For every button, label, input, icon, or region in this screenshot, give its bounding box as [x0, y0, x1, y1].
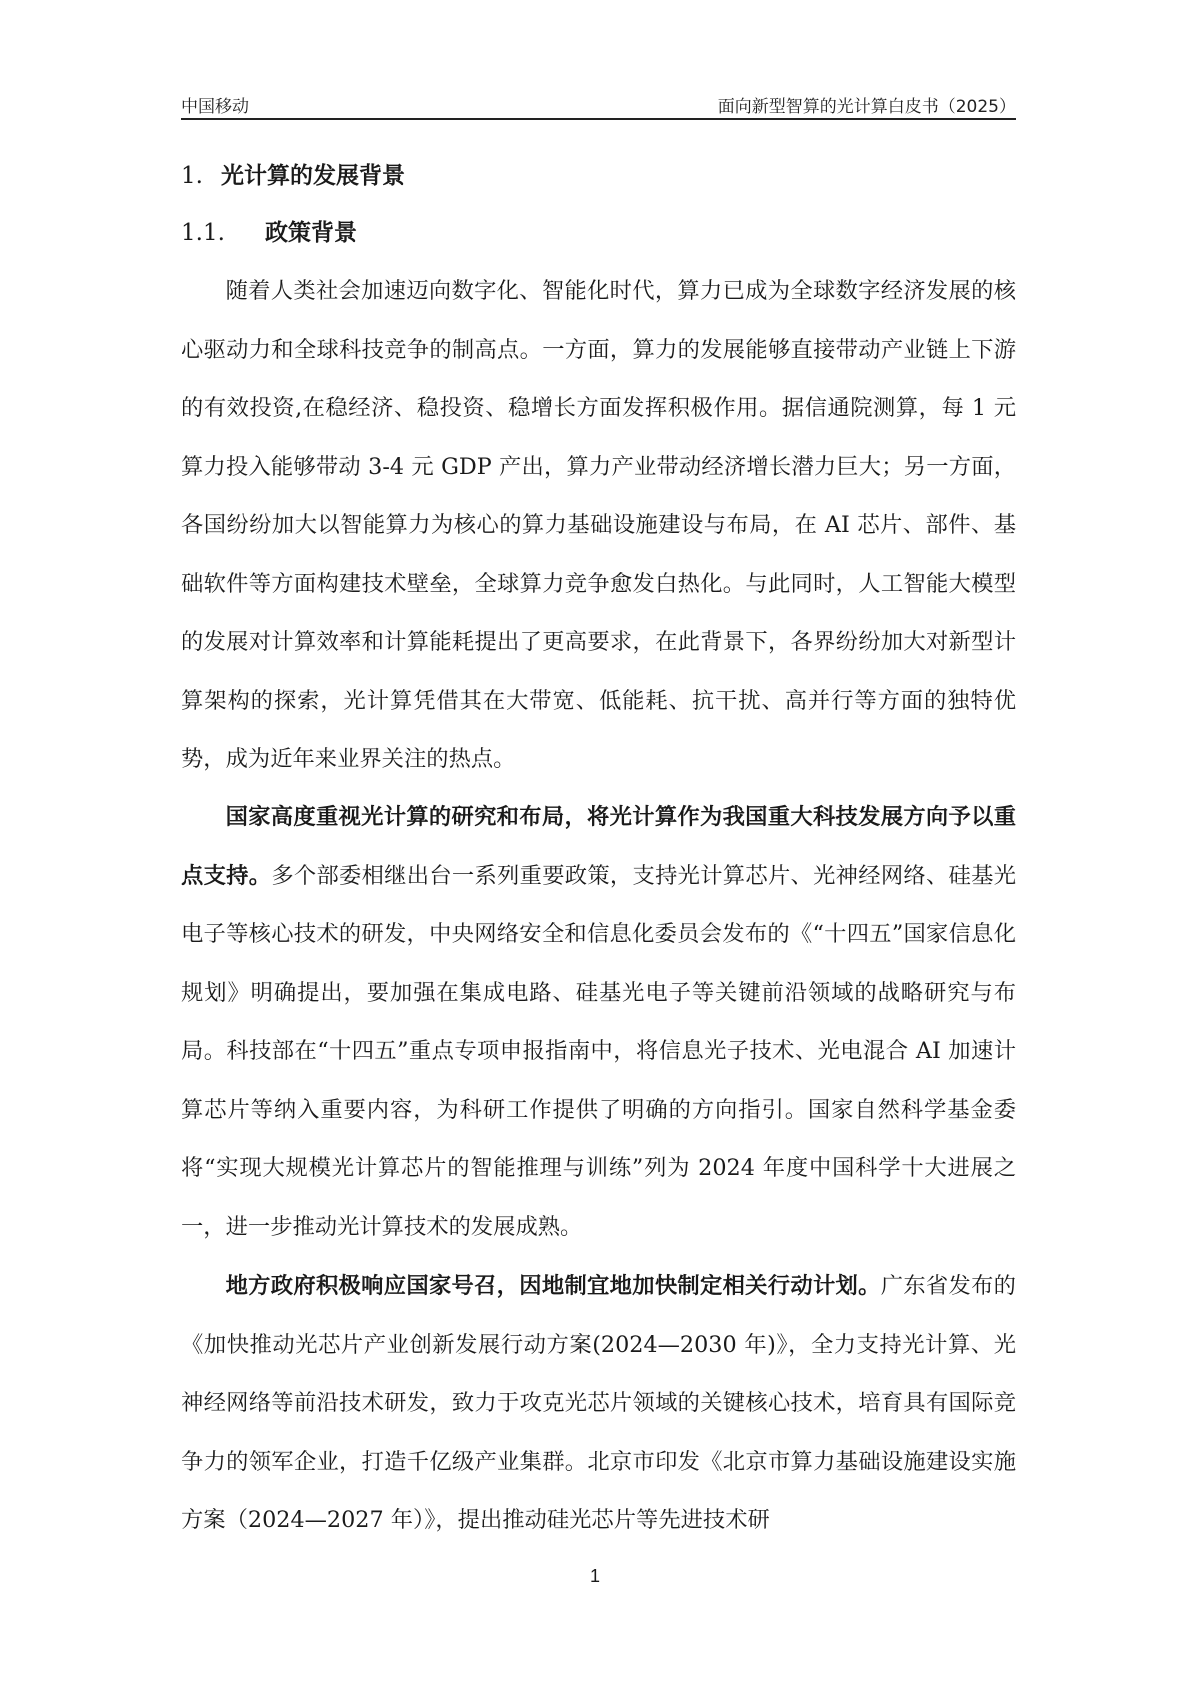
header-document-title: 面向新型智算的光计算白皮书（2025）: [717, 97, 1016, 117]
subsection-title: 政策背景: [265, 220, 357, 246]
paragraph-national-policy-lead: 国家高度重视光计算的研究和布局，将光计算作为我国重大科技发展方向予以重点支持。: [181, 804, 1016, 889]
header-organization: 中国移动: [181, 97, 249, 117]
page-header: [181, 88, 1016, 120]
paragraph-background: 随着人类社会加速迈向数字化、智能化时代，算力已成为全球数字经济发展的核心驱动力和全球科技竞争的制高点。一方面，算力的发展能够直接带动产业链上下游的有效投资,在稳经济、稳投资、稳增长方面发挥积极作用。据信通院测算，每 1 元算力投入能够带动 3-4 元 GDP 产出，算力产业带动经济增长潜力巨大；另一方面，各国纷纷加大以智能算力为核心的算力基础设施建设与布局，在 AI 芯片、部件、基础软件等方面构建技术壁垒，全球算力竞争愈发白热化。与此同时，人工智能大模型的发展对计算效率和计算能耗提出了更高要求，在此背景下，各界纷纷加大对新型计算架构的探索，光计算凭借其在大带宽、低能耗、抗干扰、高并行等方面的独特优势，成为近年来业界关注的热点。: [181, 278, 1016, 772]
paragraph-local-policy: [181, 1257, 1016, 1550]
paragraph-local-policy-body: 广东省发布的《加快推动光芯片产业创新发展行动方案(2024—2030 年)》，全力支持光计算、光神经网络等前沿技术研发，致力于攻克光芯片领域的关键核心技术，培育具有国际竞争力的领军企业，打造千亿级产业集群。北京市印发《北京市算力基础设施建设实施方案（2024—2027 年）》，提出推动硅光芯片等先进技术研: [181, 1273, 1016, 1533]
paragraph-national-policy-body: 多个部委相继出台一系列重要政策，支持光计算芯片、光神经网络、硅基光电子等核心技术的研发，中央网络安全和信息化委员会发布的《“十四五”国家信息化规划》明确提出，要加强在集成电路、硅基光电子等关键前沿领域的战略研究与布局。科技部在“十四五”重点专项申报指南中，将信息光子技术、光电混合 AI 加速计算芯片等纳入重要内容，为科研工作提供了明确的方向指引。国家自然科学基金委将“实现大规模光计算芯片的智能推理与训练”列为 2024 年度中国科学十大进展之一，进一步推动光计算技术的发展成熟。: [181, 862, 1016, 1240]
paragraph-national-policy: [181, 788, 1016, 1256]
page-number: 1: [589, 1566, 600, 1586]
section-number: 1.: [181, 163, 203, 189]
subsection-heading: [181, 214, 357, 247]
subsection-number: 1.1.: [181, 220, 225, 246]
section-heading: [181, 157, 405, 190]
section-title: 光计算的发展背景: [220, 163, 405, 189]
paragraph-local-policy-lead: 地方政府积极响应国家号召，因地制宜地加快制定相关行动计划。: [225, 1273, 881, 1299]
